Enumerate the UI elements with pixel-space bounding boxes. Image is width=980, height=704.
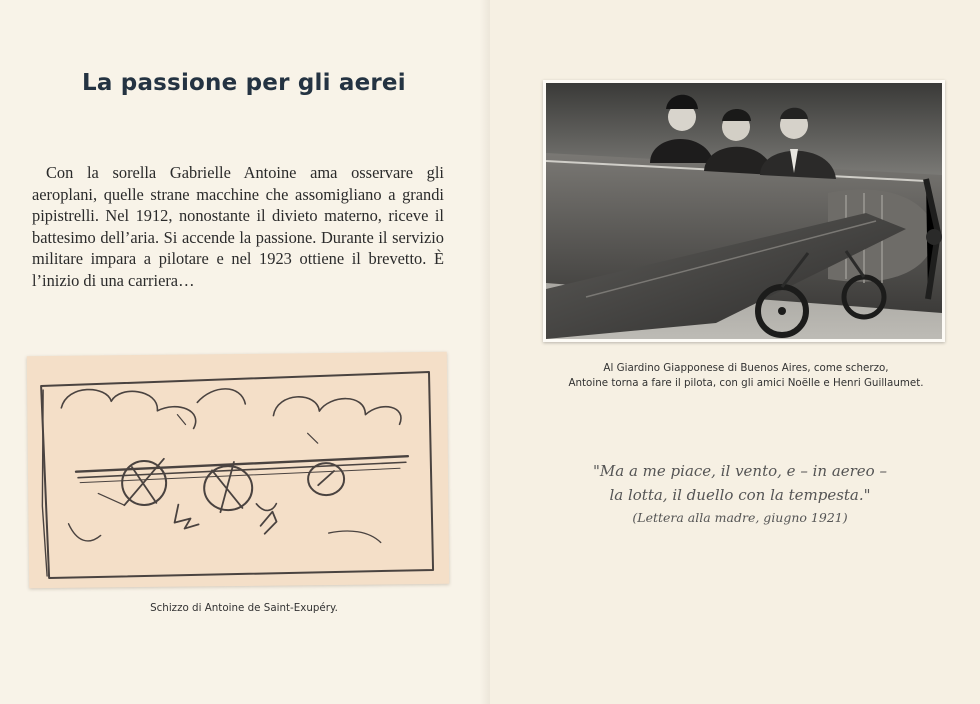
quote-block bbox=[572, 459, 908, 529]
page-title: La passione per gli aerei bbox=[82, 70, 406, 96]
photo-caption-line-1: Al Giardino Giapponese di Buenos Aires, come scherzo, bbox=[603, 362, 889, 374]
airplane-sketch-image bbox=[27, 352, 449, 588]
airplane-photo-image bbox=[543, 80, 945, 342]
body-paragraph: Con la sorella Gabrielle Antoine ama osservare gli aeroplani, quelle strane macchine che assomigliano a grandi pipistrelli. Nel 1912, nonostante il divieto materno, riceve il battesimo dell’aria. Si accende la passione. Durante il servizio militare impara a pilotare e nel 1923 ottiene il brevetto. È l’inizio di una carriera… bbox=[32, 163, 444, 290]
photo-caption-line-2: Antoine torna a fare il pilota, con gli amici Noëlle e Henri Guillaumet. bbox=[568, 377, 924, 389]
photo-caption bbox=[540, 361, 952, 391]
quote-line-1: "Ma a me piace, il vento, e – in aereo – bbox=[593, 462, 887, 480]
quote-source: (Lettera alla madre, giugno 1921) bbox=[632, 510, 848, 525]
quote-line-2: la lotta, il duello con la tempesta." bbox=[609, 486, 871, 504]
sketch-caption: Schizzo di Antoine de Saint-Exupéry. bbox=[150, 602, 338, 614]
